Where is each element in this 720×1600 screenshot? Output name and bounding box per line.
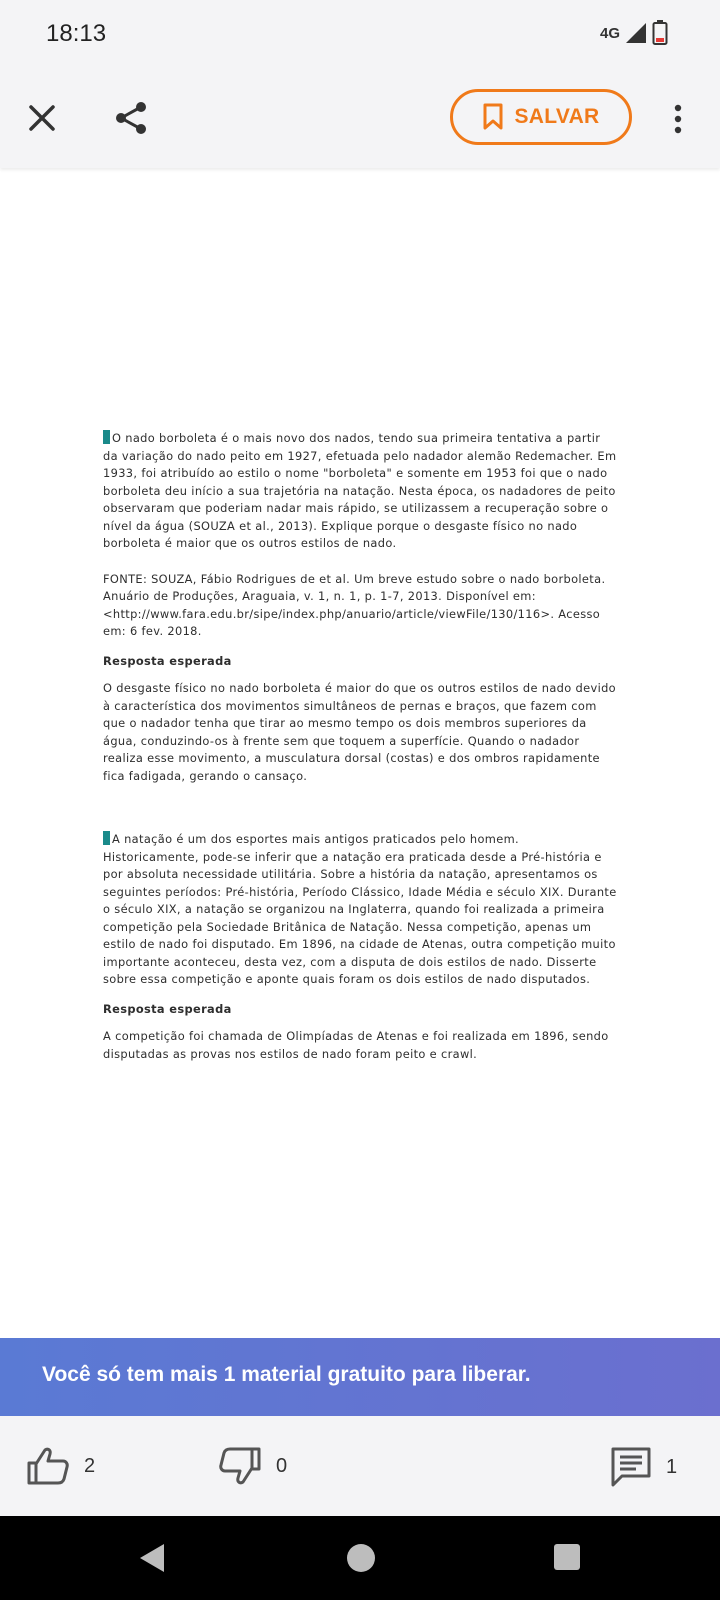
question-2-text: A natação é um dos esportes mais antigos praticados pelo homem. Historicamente, pode-se inferir que a natação era praticada desde a Pré-história e por absoluta necessidade utilitária. Sobre a história da natação, apresentamos os seguintes períodos: Pré-história, Período Clássico, Idade Média e século XIX. Durante o século XIX, a natação se organizou na Inglaterra, quando foi realizada a primeira competição pela Sociedade Britânica de Natação. Nessa competição, apenas um estilo de nado foi disputado. Em 1896, na cidade de Atenas, outra competição muito importante aconteceu, desta vez, com a disputa de dois estilos de nado. Disserte sobre essa competição e aponte quais foram os dois estilos de nado disputados. [103,832,617,986]
document-page [103,430,618,1081]
question-1-text: O nado borboleta é o mais novo dos nados, tendo sua primeira tentativa a partir da variação do nado peito em 1927, efetuada pelo nadador alemão Redemacher. Em 1933, foi atribuído ao estilo o nome "borboleta" e somente em 1953 foi que o nado borboleta deu início a sua trajetória na natação. Nesta época, os nadadores de peito observaram que poderiam nadar mais rápido, se utilizassem a recuperação sobre o nível da água (SOUZA et al., 2013). Explique porque o desgaste físico no nado borboleta é maior que os outros estilos de nado. [103,431,617,550]
system-icons [600,20,668,46]
save-label: SALVAR [514,105,600,128]
like-count: 2 [84,1454,96,1477]
free-material-banner[interactable] [0,1338,720,1416]
battery-icon [652,20,668,46]
answer-1-text: O desgaste físico no nado borboleta é maior do que os outros estilos de nado devido à característica dos movimentos simultâneos de pernas e braços, que fazem com que o nadador tenha que tirar ao mesmo tempo os dois membros superiores da água, conduzindo-os à frente sem que toquem a superfície. Quando o nadador realiza esse movimento, a musculatura dorsal (costas) e dos ombros rapidamente fica fadigada, gerando o cansaço. [103,681,616,783]
like-button[interactable] [26,1446,95,1486]
question-marker [103,831,110,845]
answer-2-heading: Resposta esperada [103,1001,232,1016]
status-time: 18:13 [46,20,107,47]
thumbs-down-icon [218,1446,262,1486]
home-icon[interactable] [345,1542,377,1574]
thumbs-up-icon [26,1446,70,1486]
top-toolbar [0,72,720,168]
question-marker [103,430,110,444]
close-icon [22,98,62,138]
save-button[interactable] [450,89,632,145]
share-button[interactable] [112,98,152,138]
status-bar [0,0,720,72]
banner-text: Você só tem mais 1 material gratuito para liberar. [42,1363,531,1386]
bookmark-icon [482,103,504,131]
share-icon [112,98,152,138]
dislike-button[interactable] [218,1446,287,1486]
back-icon[interactable] [136,1542,168,1574]
more-vertical-icon [668,100,688,140]
comments-button[interactable] [610,1446,677,1488]
answer-1-heading: Resposta esperada [103,653,232,668]
more-options-button[interactable] [668,100,688,140]
answer-2-text: A competição foi chamada de Olimpíadas de Atenas e foi realizada em 1896, sendo disputadas as provas nos estilos de nado foram peito e crawl. [103,1029,609,1061]
action-bar [0,1416,720,1516]
recents-icon[interactable] [552,1542,582,1572]
navigation-bar [0,1516,720,1600]
close-button[interactable] [22,98,62,138]
signal-icon [624,21,648,45]
question-1-source: FONTE: SOUZA, Fábio Rodrigues de et al. Um breve estudo sobre o nado borboleta. Anuário de Produções, Araguaia, v. 1, n. 1, p. 1-7, 2013. Disponível em: <http://www.fara.edu.br/sipe/index.php/anuario/article/viewFile/130/116>. Acesso em: 6 fev. 2018. [103,571,606,638]
comment-count: 1 [666,1455,678,1478]
network-type: 4G [599,24,620,42]
comment-icon [610,1446,652,1488]
question-1 [103,430,618,553]
question-2 [103,831,618,989]
dislike-count: 0 [276,1454,288,1477]
